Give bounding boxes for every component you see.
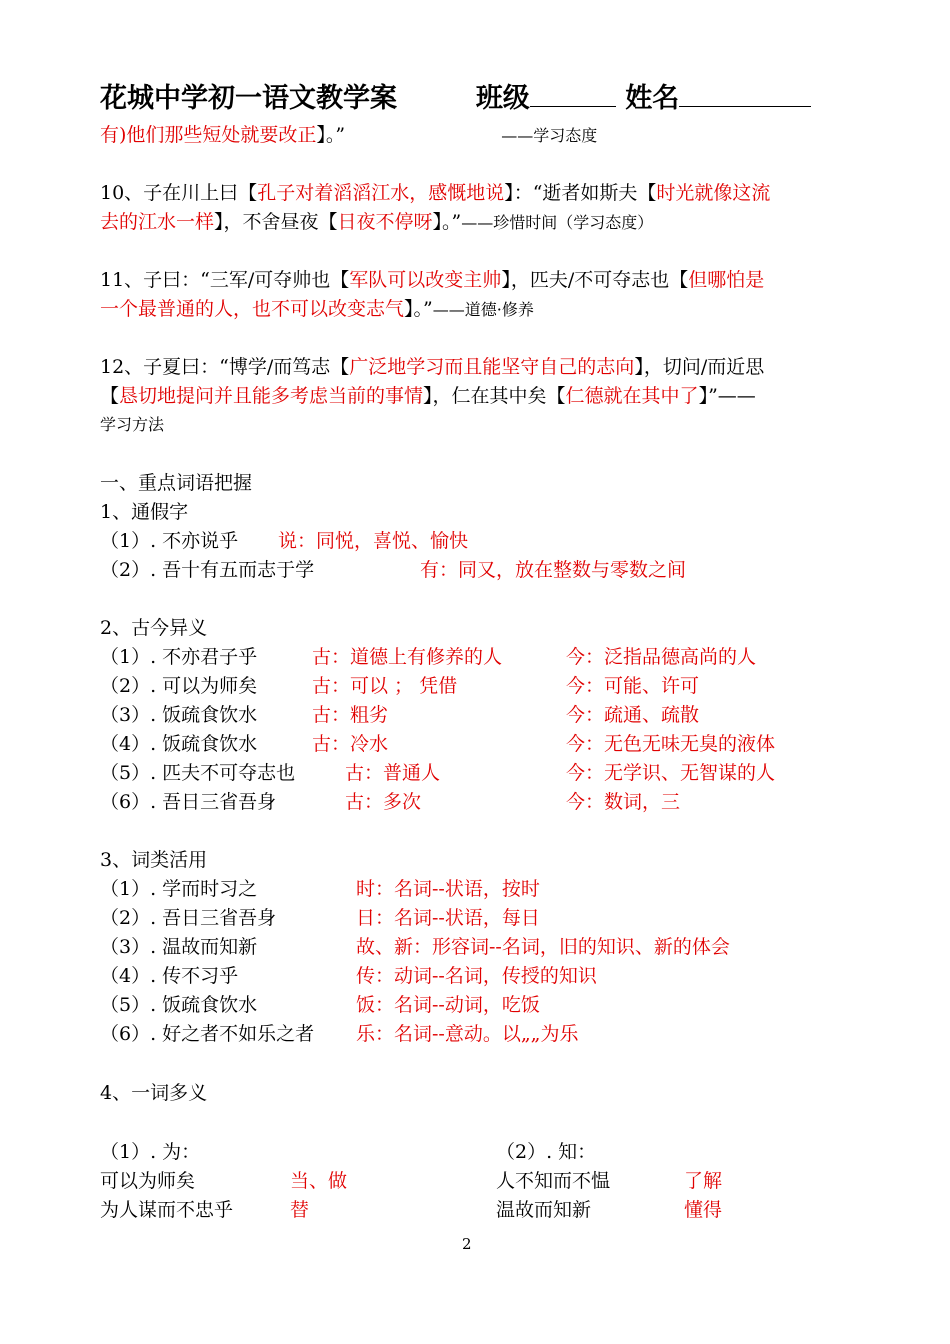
answer-old: 古：多次: [345, 791, 422, 813]
polysemy-right-head: [496, 1138, 596, 1166]
list-item: [290, 1196, 309, 1224]
question-text: （6）. 好之者不如乐之者: [100, 1023, 315, 1045]
continuation-line: [100, 121, 597, 150]
question-text: （3）. 饭疏食饮水: [100, 704, 258, 726]
question-text: （4）. 传不习乎: [100, 965, 239, 987]
question-text: （3）. 温故而知新: [100, 936, 258, 958]
list-item: [100, 730, 776, 758]
list-item: [100, 788, 681, 816]
answer-text: 说：同悦，喜悦、愉快: [278, 530, 469, 552]
list-item: [100, 904, 540, 932]
subsection-heading: [100, 846, 207, 874]
question-text: （1）. 不亦说乎: [100, 530, 239, 552]
item-11-line-1: [100, 266, 764, 294]
question-text: 温故而知新: [496, 1199, 592, 1221]
page-header: [100, 76, 830, 116]
translation-text: 孔子对着滔滔江水，感慨地说: [257, 182, 505, 204]
translation-text: 广泛地学习而且能坚守自己的志向: [349, 356, 635, 378]
answer-new: 今：泛指品德高尚的人: [566, 646, 757, 668]
list-item: [100, 1020, 579, 1048]
list-item: [684, 1196, 722, 1224]
list-item: [100, 672, 700, 700]
answer-text: 故、新：形容词--名词，旧的知识、新的体会: [356, 936, 730, 958]
list-item: [100, 759, 776, 787]
name-blank: [679, 80, 811, 107]
original-text: 11、子曰：“三军/可夺帅也【: [100, 269, 350, 291]
topic-tag: ——道德·修养: [432, 300, 534, 319]
item-12-tag: [100, 411, 164, 439]
list-item: [100, 875, 540, 903]
answer-new: 今：疏通、疏散: [566, 704, 700, 726]
subsection-heading: [100, 498, 188, 526]
answer-new: 今：可能、许可: [566, 675, 700, 697]
question-text: （1）. 不亦君子乎: [100, 646, 258, 668]
original-text: 【: [100, 385, 120, 407]
subsection-title: 1、通假字: [100, 501, 189, 523]
topic-tag: ——珍惜时间（学习态度）: [461, 213, 654, 232]
list-item: [684, 1167, 722, 1195]
answer-new: 今：无色无味无臭的液体: [566, 733, 776, 755]
original-text: 】，仁在其中矣【: [423, 385, 566, 407]
answer-text: 替: [290, 1199, 310, 1221]
item-10-line-2: [100, 208, 653, 237]
answer-text: 乐：名词--意动。以„„为乐: [356, 1023, 579, 1045]
class-blank: [530, 80, 616, 107]
translation-text: 有)他们那些短处就要改正: [100, 124, 317, 146]
original-text: 】：“逝者如斯夫【: [504, 182, 657, 204]
class-label: 班级: [475, 83, 530, 114]
header-title: 花城中学初一语文教学案: [100, 83, 397, 114]
answer-old: 古：道德上有修养的人: [312, 646, 503, 668]
original-text: 】。”: [404, 298, 433, 320]
original-text: 】”——: [698, 385, 756, 407]
answer-text: 当、做: [290, 1170, 348, 1192]
list-item: [290, 1167, 347, 1195]
answer-text: 日：名词--状语，每日: [356, 907, 540, 929]
translation-text: 仁德就在其中了: [565, 385, 699, 407]
item-10-line-1: [100, 179, 770, 207]
list-item: [100, 527, 469, 555]
item-11-line-2: [100, 295, 534, 324]
polysemy-left-head: [100, 1138, 200, 1166]
subsection-title: 2、古今异义: [100, 617, 208, 639]
original-text: 】。”: [432, 211, 462, 233]
question-text: （6）. 吾日三省吾身: [100, 791, 277, 813]
translation-text: 恳切地提问并且能多考虑当前的事情: [119, 385, 424, 407]
item-12-line-1: [100, 353, 764, 381]
original-text: 】，不舍昼夜【: [214, 211, 338, 233]
list-item: [100, 1167, 195, 1195]
translation-text: 一个最普通的人，也不可以改变志气: [100, 298, 405, 320]
translation-text: 但哪怕是: [688, 269, 765, 291]
word-heading: （1）. 为：: [100, 1141, 201, 1163]
original-text: 10、子在川上曰【: [100, 182, 258, 204]
answer-text: 时：名词--状语，按时: [356, 878, 540, 900]
question-text: （1）. 学而时习之: [100, 878, 258, 900]
list-item: [100, 643, 757, 671]
subsection-heading: [100, 614, 207, 642]
item-12-line-2: [100, 382, 756, 410]
answer-text: 有：同又，放在整数与零数之间: [420, 559, 687, 581]
list-item: [100, 701, 700, 729]
question-text: （5）. 饭疏食饮水: [100, 994, 258, 1016]
answer-old: 古：可以 ； 凭借: [312, 675, 458, 697]
list-item: [100, 556, 687, 584]
answer-old: 古：普通人: [345, 762, 441, 784]
question-text: （5）. 匹夫不可夺志也: [100, 762, 296, 784]
list-item: [100, 1196, 233, 1224]
page-number: 2: [462, 1235, 472, 1253]
list-item: [100, 962, 597, 990]
section-title: 一、重点词语把握: [100, 472, 253, 494]
list-item: [496, 1196, 591, 1224]
quote-end: 】。”: [316, 124, 346, 146]
section-heading: [100, 469, 252, 497]
list-item: [496, 1167, 610, 1195]
original-text: 】，切问/而近思: [634, 356, 765, 378]
question-text: （2）. 吾日三省吾身: [100, 907, 277, 929]
answer-text: 了解: [684, 1170, 723, 1192]
topic-tag: ——学习态度: [501, 126, 598, 145]
question-text: （2）. 可以为师矣: [100, 675, 258, 697]
question-text: 为人谋而不忠乎: [100, 1199, 234, 1221]
answer-old: 古：粗劣: [312, 704, 389, 726]
question-text: （2）. 吾十有五而志于学: [100, 559, 315, 581]
original-text: 】，匹夫/不可夺志也【: [501, 269, 689, 291]
original-text: 12、子夏曰：“博学/而笃志【: [100, 356, 350, 378]
answer-new: 今：无学识、无智谋的人: [566, 762, 776, 784]
translation-text: 去的江水一样: [100, 211, 215, 233]
answer-old: 古：冷水: [312, 733, 389, 755]
subsection-title: 3、词类活用: [100, 849, 208, 871]
translation-text: 军队可以改变主帅: [349, 269, 502, 291]
name-label: 姓名: [625, 83, 680, 114]
subsection-heading: [100, 1079, 207, 1107]
answer-text: 饭：名词--动词，吃饭: [356, 994, 540, 1016]
translation-text: 日夜不停呀: [337, 211, 433, 233]
subsection-title: 4、一词多义: [100, 1082, 208, 1104]
answer-text: 传：动词--名词，传授的知识: [356, 965, 597, 987]
topic-tag: 学习方法: [100, 415, 165, 434]
translation-text: 时光就像这流: [656, 182, 771, 204]
list-item: [100, 933, 730, 961]
list-item: [100, 991, 540, 1019]
question-text: 人不知而不愠: [496, 1170, 611, 1192]
question-text: （4）. 饭疏食饮水: [100, 733, 258, 755]
word-heading: （2）. 知：: [496, 1141, 597, 1163]
answer-text: 懂得: [684, 1199, 723, 1221]
answer-new: 今：数词，三: [566, 791, 681, 813]
question-text: 可以为师矣: [100, 1170, 196, 1192]
